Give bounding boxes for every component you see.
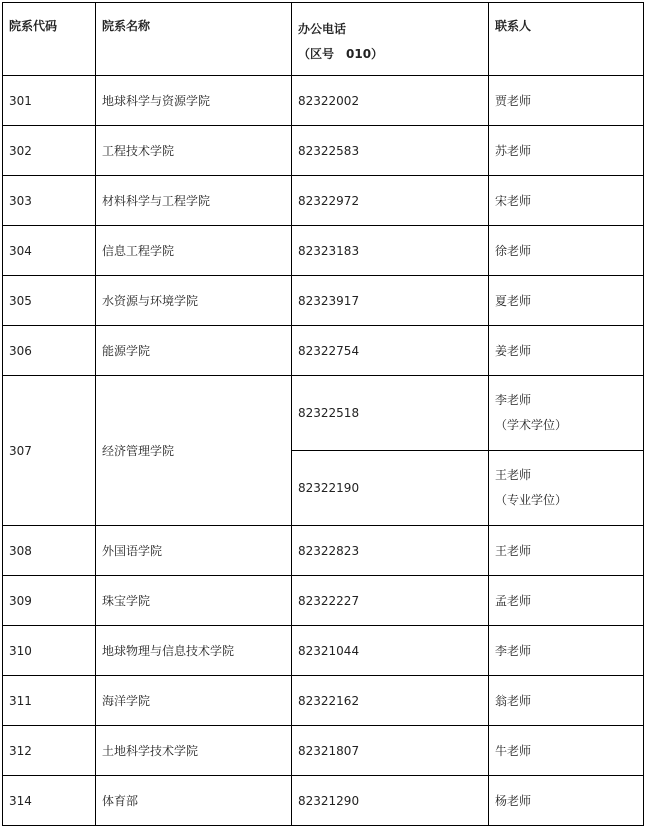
- header-contact: 联系人: [489, 3, 644, 76]
- dept-contact: 夏老师: [489, 276, 644, 326]
- dept-contact: 杨老师: [489, 776, 644, 826]
- table-row: [3, 126, 644, 176]
- dept-name: 土地科学技术学院: [96, 726, 292, 776]
- dept-name: 信息工程学院: [96, 226, 292, 276]
- dept-code: 308: [3, 526, 96, 576]
- dept-code: 303: [3, 176, 96, 226]
- table-row: [3, 276, 644, 326]
- dept-name: 水资源与环境学院: [96, 276, 292, 326]
- dept-phone: 82322754: [292, 326, 489, 376]
- header-phone-title: 办公电话: [298, 22, 347, 36]
- contact-note: （学术学位）: [495, 418, 568, 432]
- dept-contact: 徐老师: [489, 226, 644, 276]
- dept-contact: 李老师: [489, 626, 644, 676]
- header-name: 院系名称: [96, 3, 292, 76]
- dept-code: 307: [3, 376, 96, 526]
- dept-name: 珠宝学院: [96, 576, 292, 626]
- dept-name: 地球物理与信息技术学院: [96, 626, 292, 676]
- dept-phone: 82322972: [292, 176, 489, 226]
- dept-code: 314: [3, 776, 96, 826]
- dept-contact: 苏老师: [489, 126, 644, 176]
- dept-code: 311: [3, 676, 96, 726]
- table-row: [3, 626, 644, 676]
- dept-name: 能源学院: [96, 326, 292, 376]
- table-row: [3, 176, 644, 226]
- dept-contact: 姜老师: [489, 326, 644, 376]
- dept-code: 305: [3, 276, 96, 326]
- dept-code: 306: [3, 326, 96, 376]
- header-code: 院系代码: [3, 3, 96, 76]
- header-phone: [292, 3, 489, 76]
- dept-phone-academic: 82322518: [292, 376, 489, 451]
- dept-phone: 82322002: [292, 76, 489, 126]
- dept-code: 301: [3, 76, 96, 126]
- dept-phone: 82323917: [292, 276, 489, 326]
- table-header-row: [3, 3, 644, 76]
- dept-phone: 82322227: [292, 576, 489, 626]
- dept-phone: 82321807: [292, 726, 489, 776]
- contact-name: 李老师: [495, 393, 532, 407]
- dept-name: 地球科学与资源学院: [96, 76, 292, 126]
- table-row: [3, 226, 644, 276]
- table-row: [3, 676, 644, 726]
- table-row: [3, 526, 644, 576]
- dept-contact: 贾老师: [489, 76, 644, 126]
- dept-name: 体育部: [96, 776, 292, 826]
- dept-phone-professional: 82322190: [292, 451, 489, 526]
- dept-phone: 82321290: [292, 776, 489, 826]
- dept-phone: 82322823: [292, 526, 489, 576]
- department-contact-table: [2, 2, 644, 826]
- dept-phone: 82322583: [292, 126, 489, 176]
- dept-code: 302: [3, 126, 96, 176]
- table-row: [3, 776, 644, 826]
- dept-contact-academic: [489, 376, 644, 451]
- table-row-split-first: [3, 376, 644, 451]
- dept-contact: 宋老师: [489, 176, 644, 226]
- dept-code: 312: [3, 726, 96, 776]
- header-phone-area-code: （区号 010）: [298, 47, 384, 61]
- dept-contact: 翁老师: [489, 676, 644, 726]
- dept-phone: 82321044: [292, 626, 489, 676]
- dept-name: 外国语学院: [96, 526, 292, 576]
- table-row: [3, 726, 644, 776]
- table-row: [3, 326, 644, 376]
- dept-name: 海洋学院: [96, 676, 292, 726]
- dept-code: 310: [3, 626, 96, 676]
- dept-phone: 82322162: [292, 676, 489, 726]
- dept-code: 309: [3, 576, 96, 626]
- contact-name: 王老师: [495, 468, 532, 482]
- table-row: [3, 576, 644, 626]
- table-row: [3, 76, 644, 126]
- dept-name: 材料科学与工程学院: [96, 176, 292, 226]
- dept-code: 304: [3, 226, 96, 276]
- dept-name: 经济管理学院: [96, 376, 292, 526]
- dept-contact: 王老师: [489, 526, 644, 576]
- dept-contact: 牛老师: [489, 726, 644, 776]
- dept-contact-professional: [489, 451, 644, 526]
- dept-name: 工程技术学院: [96, 126, 292, 176]
- dept-phone: 82323183: [292, 226, 489, 276]
- contact-note: （专业学位）: [495, 493, 568, 507]
- dept-contact: 孟老师: [489, 576, 644, 626]
